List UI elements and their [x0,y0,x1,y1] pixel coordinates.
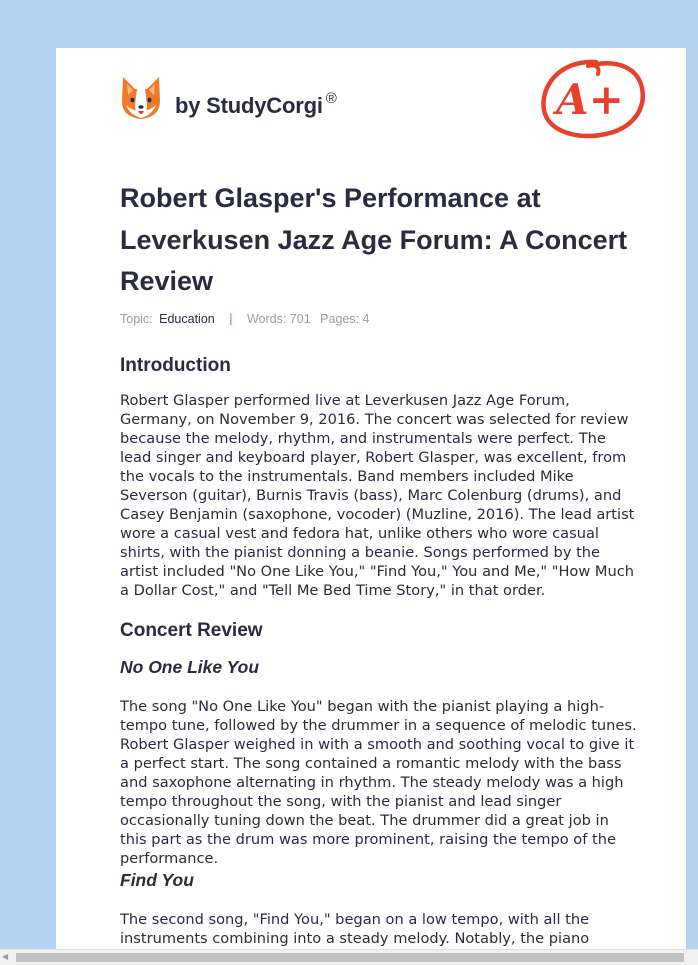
a-plus-badge [538,58,648,140]
introduction-paragraph: Robert Glasper performed live at Leverkusen Jazz Age Forum, Germany, on November 9, 2016. The concert was selected for review because the melody, rhythm, and instrumentals were perfect. The lead singer and keyboard player, Robert Glasper, was excellent, from the vocals to the instrumentals. Band members included Mike Severson (guitar), Burnis Travis (bass), Marc Colenburg (drums), and Casey Benjamin (saxophone, vocoder) (Muzline, 2016). The lead artist wore a casual vest and fedora hat, unlike others who wore casual shirts, with the pianist donning a beanie. Songs performed by the artist included "No One Like You," "Find You," You and Me," "How Much a Dollar Cost," and "Tell Me Bed Time Story," in that order. [120,392,635,599]
song2-paragraph: The second song, "Find You," began on a low tempo, with all the instruments combining into a steady melody. Notably, the piano [120,911,590,947]
studycorgi-logo[interactable] [120,75,380,123]
song1-paragraph: The song "No One Like You" began with the pianist playing a high-tempo tune, followed by the drummer in a sequence of melodic tunes. Robert Glasper weighed in with a smooth and soothing vocal to give it a perfect start. The song contained a romantic melody with the bass and saxophone alternating in rhythm. The steady melody was a high tempo throughout the song, with the pianist and lead singer occasionally tuning down the beat. The drummer did a great job in this part as the drum was more prominent, raising the tempo of the performance. [120,698,637,867]
page-count: Pages: 4 [320,312,370,326]
song2-heading: Find You [120,870,194,890]
scroll-left-arrow-icon[interactable]: ◀ [2,952,9,961]
meta-separator: | [229,312,233,326]
brand-name: by StudyCorgi ® [175,90,337,118]
concert-review-heading: Concert Review [120,620,263,641]
topic-label: Topic: [120,312,153,326]
article-meta [120,312,370,326]
scrollbar-thumb[interactable] [16,953,684,962]
grade-text: A+ [556,75,624,124]
corgi-logo-icon [120,75,162,121]
article-title: Robert Glasper's Performance at Leverkusen Jazz Age Forum: A Concert Review [120,183,628,296]
horizontal-scrollbar[interactable] [0,949,698,965]
document-page [56,48,686,949]
topic-value-link[interactable]: Education [159,312,215,326]
song1-heading: No One Like You [120,657,260,677]
introduction-heading: Introduction [120,355,231,376]
word-count: Words: 701 [246,312,311,326]
